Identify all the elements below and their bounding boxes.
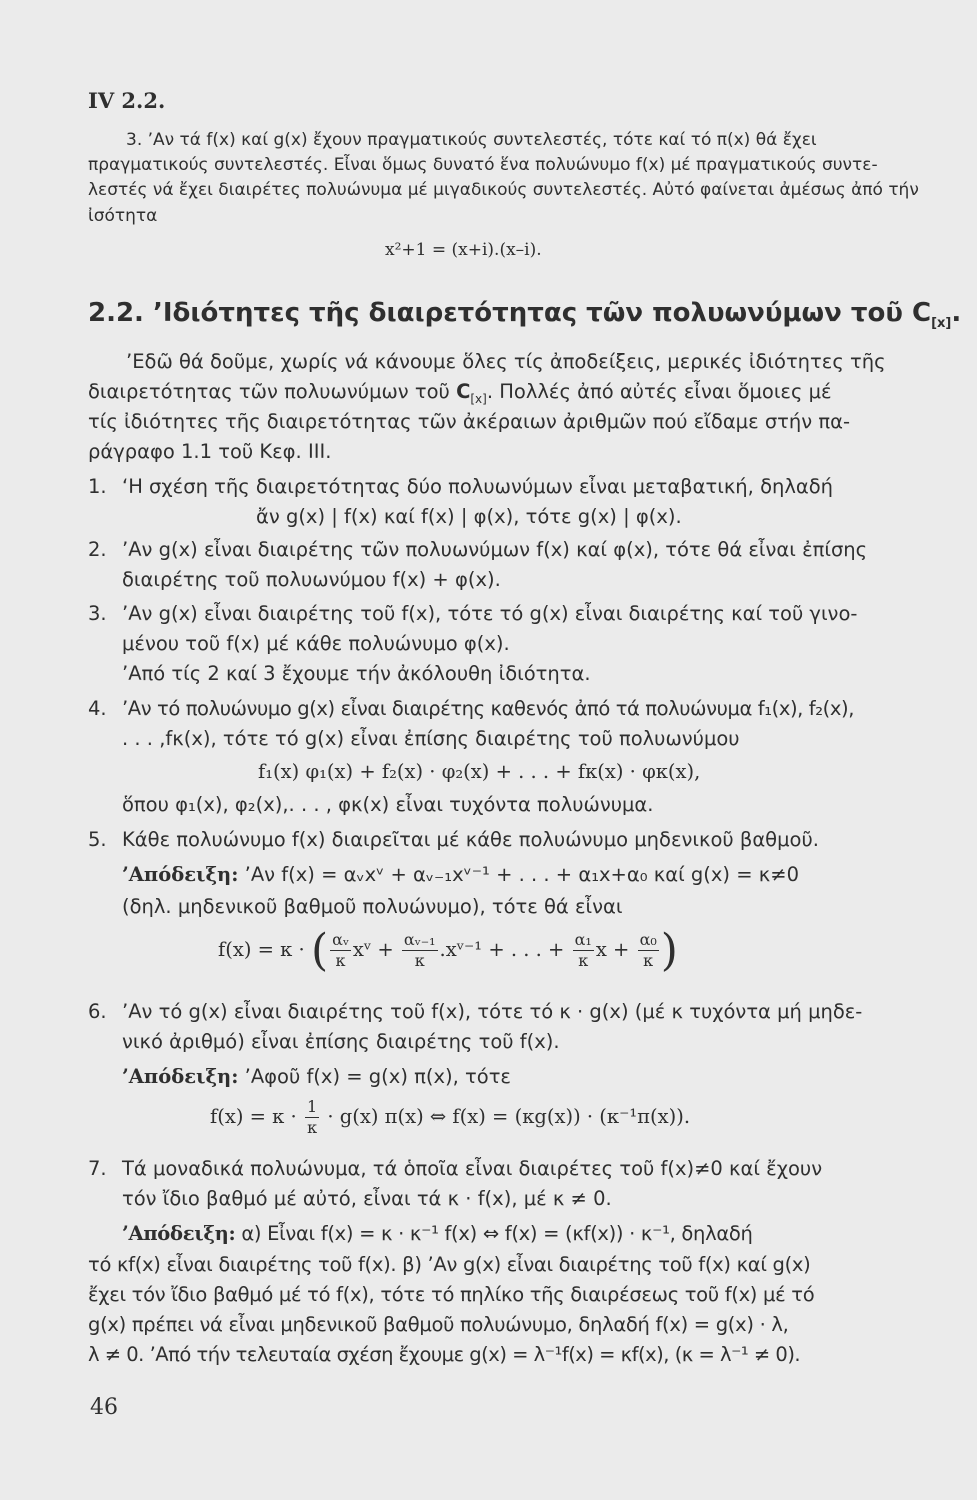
open-paren: ( <box>310 925 329 976</box>
fraction-den: κ <box>307 1118 318 1137</box>
formula-term: x + <box>595 938 630 961</box>
section-symbol: C <box>911 298 932 328</box>
chapter-header: IV 2.2. <box>88 88 166 113</box>
proof-label: ’Απόδειξη: <box>122 1065 239 1088</box>
fraction-den: κ <box>335 951 346 970</box>
fraction <box>638 930 659 971</box>
formula-term: .xᵛ⁻¹ + . . . + <box>439 938 565 961</box>
section-heading <box>88 298 961 331</box>
item-line: ’Αν g(x) εἶναι διαιρέτης τῶν πολυωνύμων f(x) καί φ(x), τότε θά εἶναι ἐπίσης <box>122 538 868 561</box>
item-number: 7. <box>88 1157 107 1180</box>
item-line: Κάθε πολυώνυμο f(x) διαιρεῖται μέ κάθε πολυώνυμο μηδενικοῦ βαθμοῦ. <box>122 828 819 851</box>
fraction <box>573 930 594 971</box>
proof-line: g(x) πρέπει νά εἶναι μηδενικοῦ βαθμοῦ πολυώνυμο, δηλαδή f(x) = g(x) · λ, <box>88 1313 789 1336</box>
intro-line: 3. ’Αν τά f(x) καί g(x) ἔχουν πραγματικούς συντελεστές, τότε καί τό π(x) θά ἔχει <box>126 130 817 150</box>
fraction-num: αᵥ₋₁ <box>403 930 436 949</box>
item-number: 3. <box>88 602 107 625</box>
paragraph-line: ράγραφο 1.1 τοῦ Κεφ. ΙΙΙ. <box>88 440 332 463</box>
item-line: ’Αν τό g(x) εἶναι διαιρέτης τοῦ f(x), τότε τό κ · g(x) (μέ κ τυχόντα μή μηδε- <box>122 1000 863 1023</box>
item-number: 2. <box>88 538 107 561</box>
intro-line: ἰσότητα <box>88 206 158 226</box>
item-line: ὅπου φ₁(x), φ₂(x),. . . , φκ(x) εἶναι τυχόντα πολυώνυμα. <box>122 793 654 816</box>
close-paren: ) <box>660 925 678 976</box>
proof-label: ’Απόδειξη: <box>122 1222 236 1245</box>
paragraph-line: ’Εδῶ θά δοῦμε, χωρίς νά κάνουμε ὅλες τίς ἀποδείξεις, μερικές ἰδιότητες τῆς <box>126 350 886 373</box>
fraction-den: κ <box>578 951 589 970</box>
item-formula: f₁(x) φ₁(x) + f₂(x) · φ₂(x) + . . . + fκ(x) · φκ(x), <box>258 760 701 783</box>
intro-line: πραγματικούς συντελεστές. Εἶναι ὅμως δυνατό ἕνα πολυώνυμο f(x) μέ πραγματικούς συντε- <box>88 155 878 175</box>
paragraph-text: . Πολλές ἀπό αὐτές εἶναι ὅμοιες μέ <box>486 380 832 403</box>
proof-line <box>122 1065 511 1088</box>
item-number: 1. <box>88 475 107 498</box>
proof-text: ’Αν f(x) = αᵥxᵛ + αᵥ₋₁xᵛ⁻¹ + . . . + α₁x+α₀ καί g(x) = κ≠0 <box>244 863 800 886</box>
proof-text: α) Εἶναι f(x) = κ · κ⁻¹ f(x) ⇔ f(x) = (κf(x)) · κ⁻¹, δηλαδή <box>241 1222 753 1245</box>
item-line: Τά μοναδικά πολυώνυμα, τά ὁποῖα εἶναι διαιρέτες τοῦ f(x)≠0 καί ἔχουν <box>122 1157 823 1180</box>
item-formula <box>218 925 678 976</box>
fraction-den: κ <box>414 951 425 970</box>
proof-text: ’Αφοῦ f(x) = g(x) π(x), τότε <box>244 1065 511 1088</box>
item-line: μένου τοῦ f(x) μέ κάθε πολυώνυμο φ(x). <box>122 632 510 655</box>
paragraph-symbol: C <box>456 380 471 403</box>
intro-line: λεστές νά ἔχει διαιρέτες πολυώνυμα μέ μιγαδικούς συντελεστές. Αὐτό φαίνεται ἀμέσως ἀπό τήν <box>88 180 919 200</box>
item-line: ’Από τίς 2 καί 3 ἔχουμε τήν ἀκόλουθη ἰδιότητα. <box>122 662 591 685</box>
section-title: ’Ιδιότητες τῆς διαιρετότητας τῶν πολυωνύμων τοῦ <box>153 298 903 328</box>
item-line: νικό ἀριθμό) εἶναι ἐπίσης διαιρέτης τοῦ f(x). <box>122 1030 560 1053</box>
paragraph-subscript: [x] <box>470 391 487 406</box>
proof-line: τό κf(x) εἶναι διαιρέτης τοῦ f(x). β) ’Αν g(x) εἶναι διαιρέτης τοῦ f(x) καί g(x) <box>88 1253 811 1276</box>
item-line: ’Αν τό πολυώνυμο g(x) εἶναι διαιρέτης καθενός ἀπό τά πολυώνυμα f₁(x), f₂(x), <box>122 697 855 720</box>
proof-line <box>122 863 799 886</box>
item-line: διαιρέτης τοῦ πολυωνύμου f(x) + φ(x). <box>122 568 501 591</box>
fraction-num: 1 <box>306 1097 318 1116</box>
section-subscript: [x] <box>931 316 952 332</box>
fraction-num: αᵥ <box>332 930 349 949</box>
item-formula <box>210 1097 690 1138</box>
formula-rhs: · g(x) π(x) ⇔ f(x) = (κg(x)) · (κ⁻¹π(x)). <box>327 1105 691 1128</box>
formula-lhs: f(x) = κ · <box>218 938 305 961</box>
item-number: 4. <box>88 697 107 720</box>
formula-lhs: f(x) = κ · <box>210 1105 297 1128</box>
fraction <box>330 930 351 971</box>
fraction-num: α₁ <box>574 930 592 949</box>
item-line: τόν ἴδιο βαθμό μέ αὐτό, εἶναι τά κ · f(x), μέ κ ≠ 0. <box>122 1187 612 1210</box>
paragraph-line: τίς ἰδιότητες τῆς διαιρετότητας τῶν ἀκέραιων ἀριθμῶν πού εἴδαμε στήν πα- <box>88 410 850 433</box>
intro-formula: x²+1 = (x+i).(x–i). <box>385 240 542 260</box>
section-end: . <box>951 298 962 328</box>
page-number: 46 <box>90 1395 118 1420</box>
paragraph-line <box>88 380 832 406</box>
section-number: 2.2. <box>88 298 144 328</box>
item-number: 5. <box>88 828 107 851</box>
proof-line: ἔχει τόν ἴδιο βαθμό μέ τό f(x), τότε τό πηλίκο τῆς διαιρέσεως τοῦ f(x) μέ τό <box>88 1283 815 1306</box>
fraction-den: κ <box>643 951 654 970</box>
proof-label: ’Απόδειξη: <box>122 863 239 886</box>
proof-line: (δηλ. μηδενικοῦ βαθμοῦ πολυώνυμο), τότε θά εἶναι <box>122 895 623 918</box>
item-line: ‘Η σχέση τῆς διαιρετότητας δύο πολυωνύμων εἶναι μεταβατική, δηλαδή <box>122 475 834 498</box>
item-line: ’Αν g(x) εἶναι διαιρέτης τοῦ f(x), τότε τό g(x) εἶναι διαιρέτης καί τοῦ γινο- <box>122 602 858 625</box>
proof-line: λ ≠ 0. ’Από τήν τελευταία σχέση ἔχουμε g(x) = λ⁻¹f(x) = κf(x), (κ = λ⁻¹ ≠ 0). <box>88 1343 801 1366</box>
item-line: ἄν g(x) | f(x) καί f(x) | φ(x), τότε g(x) | φ(x). <box>256 505 682 528</box>
formula-term: xᵛ + <box>352 938 394 961</box>
item-number: 6. <box>88 1000 107 1023</box>
fraction <box>402 930 438 971</box>
item-line: . . . ,fκ(x), τότε τό g(x) εἶναι ἐπίσης διαιρέτης τοῦ πολυωνύμου <box>122 727 740 750</box>
fraction <box>305 1097 319 1138</box>
fraction-num: α₀ <box>639 930 657 949</box>
proof-line <box>122 1222 753 1245</box>
paragraph-text: διαιρετότητας τῶν πολυωνύμων τοῦ <box>88 380 450 403</box>
